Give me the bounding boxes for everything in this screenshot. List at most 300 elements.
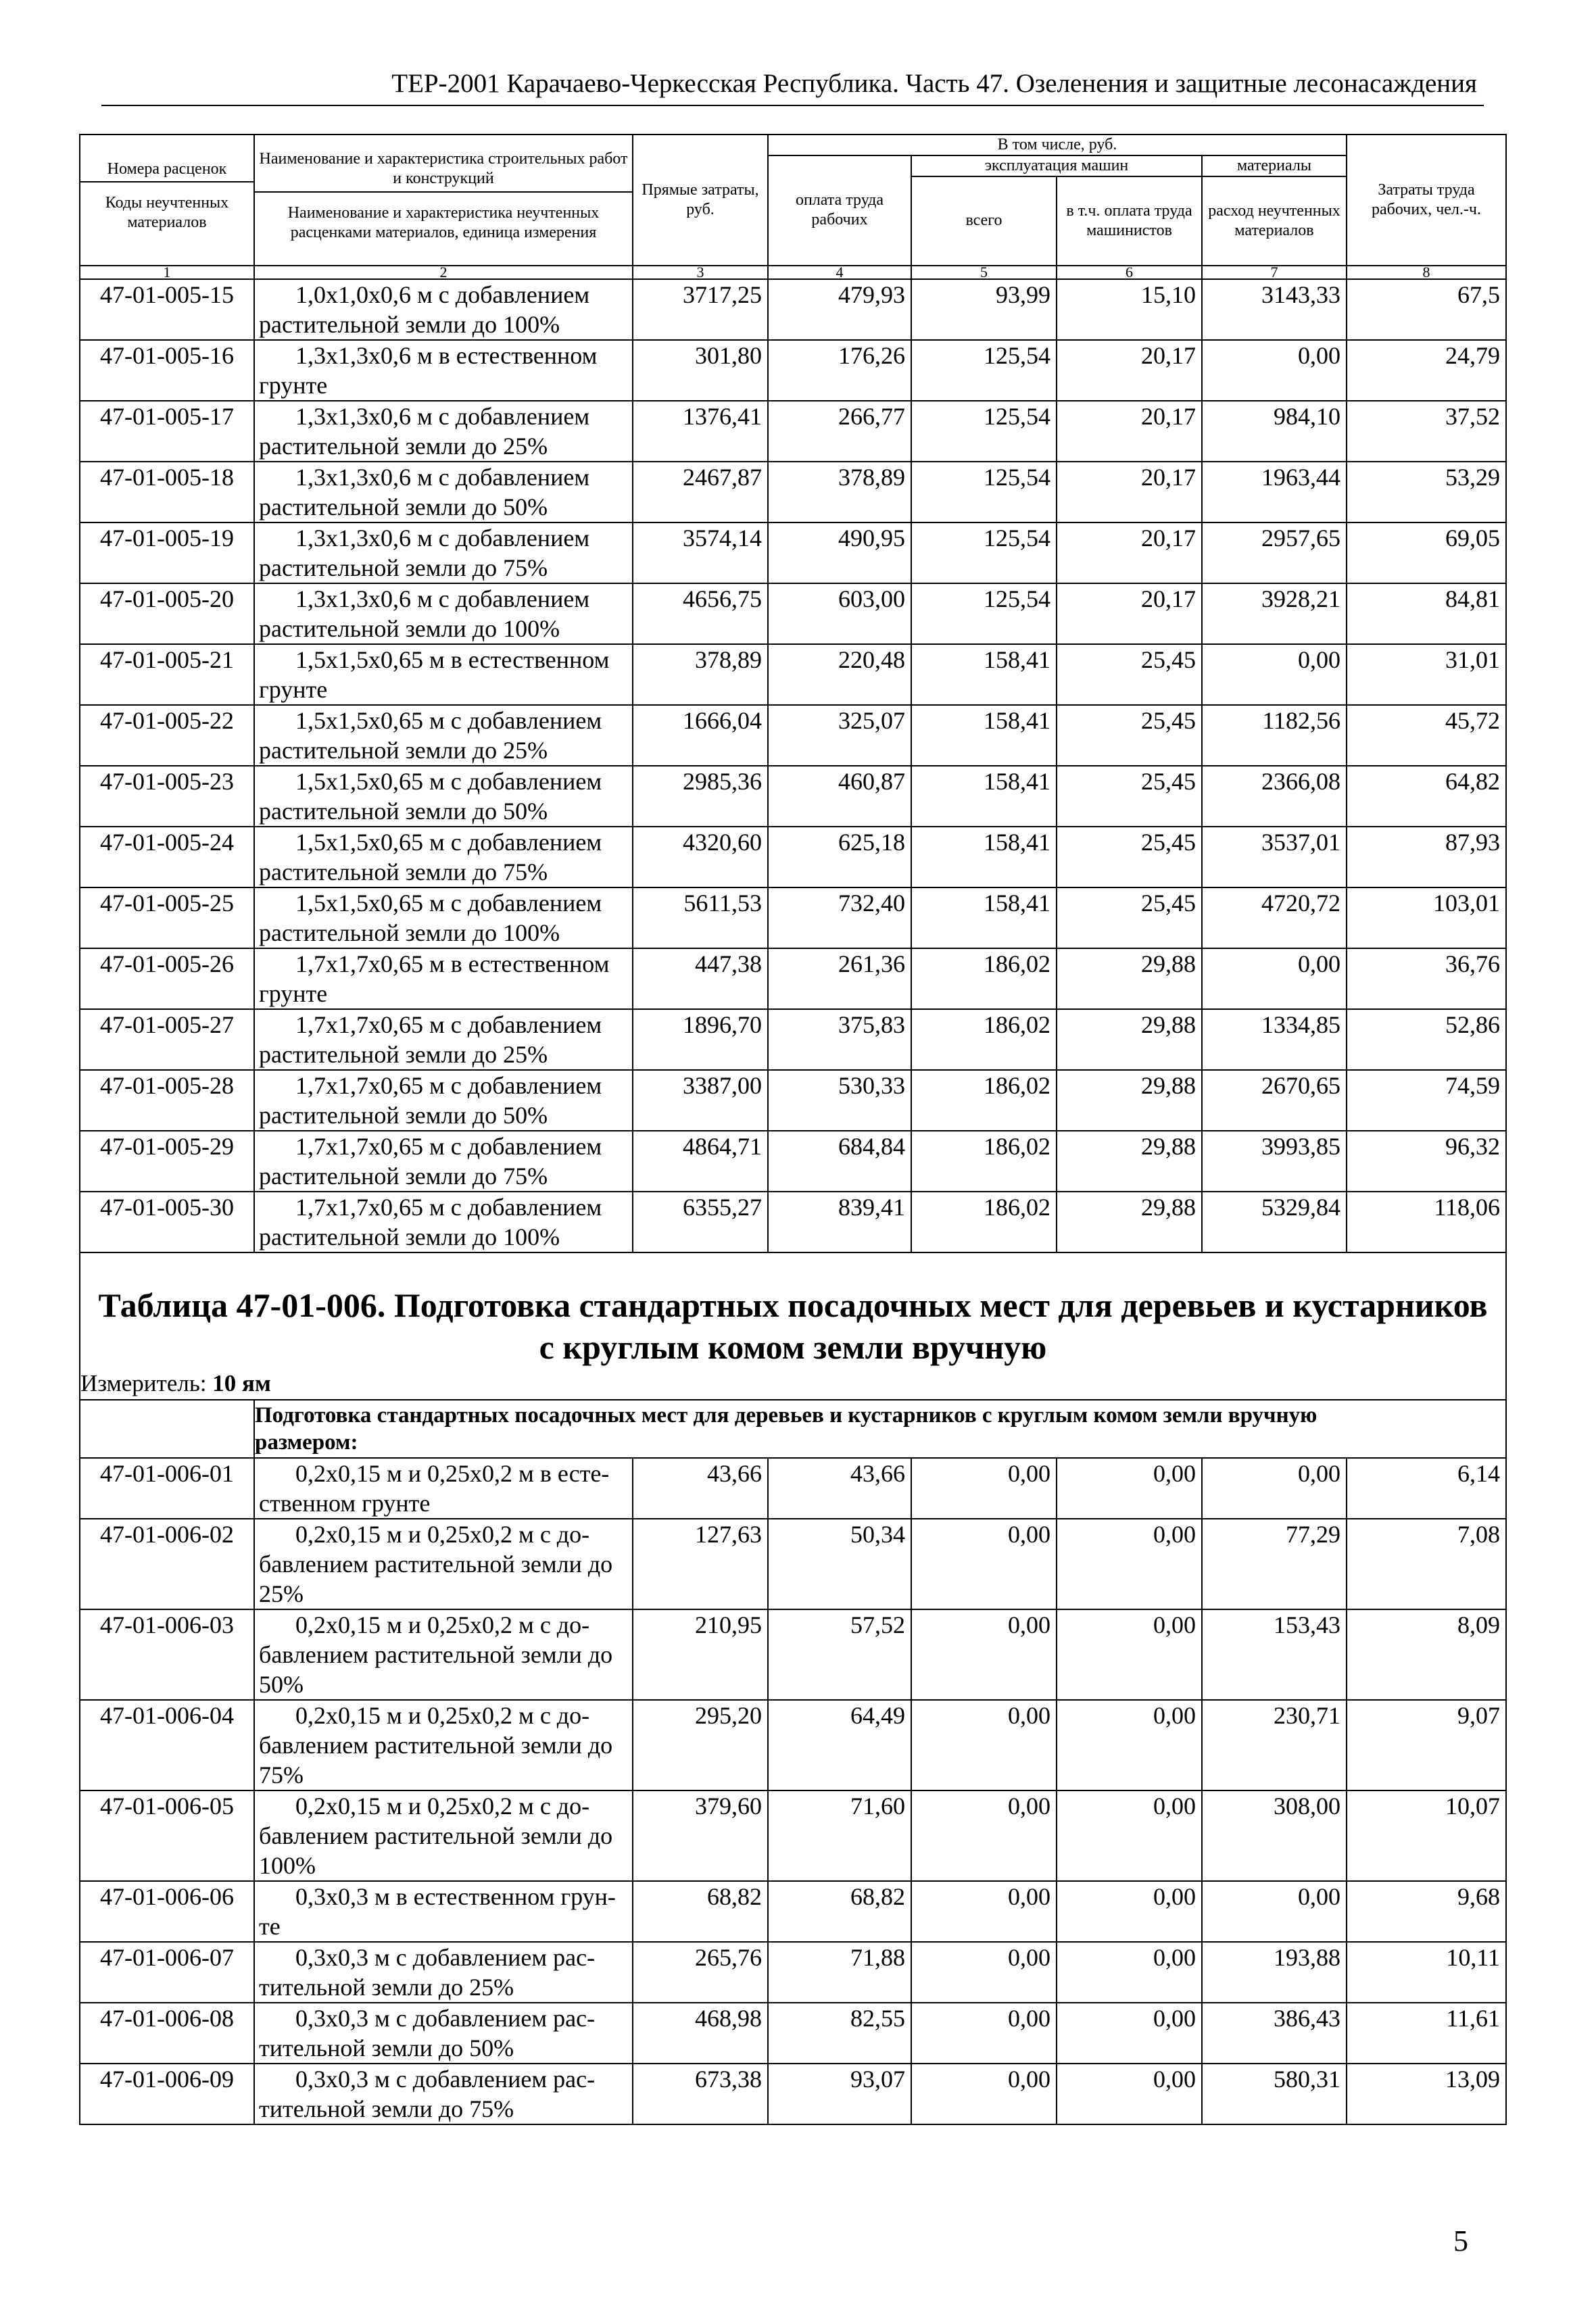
labor-hours: 84,81 <box>1347 583 1506 644</box>
rate-code: 47-01-006-09 <box>80 2064 254 2124</box>
direct-costs: 2985,36 <box>633 766 768 827</box>
worker-pay: 50,34 <box>768 1519 911 1609</box>
work-description <box>254 948 633 1009</box>
machines-total: 158,41 <box>911 887 1057 948</box>
header-operator-pay: в т.ч. оплата труда машинистов <box>1057 176 1202 266</box>
table-row <box>80 1790 1506 1881</box>
labor-hours: 74,59 <box>1347 1070 1506 1131</box>
machines-total: 0,00 <box>911 2003 1057 2064</box>
direct-costs: 1896,70 <box>633 1009 768 1070</box>
worker-pay: 71,88 <box>768 1942 911 2003</box>
operator-pay: 20,17 <box>1057 340 1202 401</box>
materials-cost: 77,29 <box>1202 1519 1347 1609</box>
operator-pay: 29,88 <box>1057 1192 1202 1252</box>
worker-pay: 68,82 <box>768 1881 911 1942</box>
table-header-row <box>80 135 1506 155</box>
machines-total: 125,54 <box>911 340 1057 401</box>
description-line: растительной земли до 75% <box>259 1162 548 1190</box>
table-row <box>80 766 1506 827</box>
table-row <box>80 1009 1506 1070</box>
work-description <box>254 766 633 827</box>
description-line: 1,7х1,7х0,65 м с добавлением <box>295 1132 602 1160</box>
rate-code: 47-01-005-19 <box>80 522 254 583</box>
materials-cost: 230,71 <box>1202 1700 1347 1790</box>
machines-total: 125,54 <box>911 462 1057 522</box>
materials-cost: 193,88 <box>1202 1942 1347 2003</box>
machines-total: 158,41 <box>911 644 1057 705</box>
work-description <box>254 1790 633 1881</box>
table-row <box>80 401 1506 462</box>
labor-hours: 7,08 <box>1347 1519 1506 1609</box>
rate-code: 47-01-005-24 <box>80 827 254 887</box>
rate-code: 47-01-006-06 <box>80 1881 254 1942</box>
machines-total: 0,00 <box>911 2064 1057 2124</box>
worker-pay: 57,52 <box>768 1609 911 1700</box>
table-row <box>80 1942 1506 2003</box>
header-col2 <box>254 135 633 266</box>
work-description <box>254 1519 633 1609</box>
col-number: 7 <box>1202 266 1347 279</box>
worker-pay: 839,41 <box>768 1192 911 1252</box>
table-row <box>80 1458 1506 1519</box>
work-description <box>254 2003 633 2064</box>
work-description <box>254 583 633 644</box>
labor-hours: 37,52 <box>1347 401 1506 462</box>
operator-pay: 20,17 <box>1057 522 1202 583</box>
materials-cost: 0,00 <box>1202 1881 1347 1942</box>
table-row <box>80 522 1506 583</box>
machines-total: 0,00 <box>911 1700 1057 1790</box>
description-line: 100% <box>259 1851 316 1879</box>
machines-total: 158,41 <box>911 827 1057 887</box>
rate-code: 47-01-005-29 <box>80 1131 254 1192</box>
rate-code: 47-01-006-03 <box>80 1609 254 1700</box>
description-line: 1,3х1,3х0,6 м с добавлением <box>295 585 590 612</box>
col-number: 8 <box>1347 266 1506 279</box>
direct-costs: 3574,14 <box>633 522 768 583</box>
column-number-row <box>80 266 1506 279</box>
materials-cost: 386,43 <box>1202 2003 1347 2064</box>
work-description <box>254 1609 633 1700</box>
direct-costs: 265,76 <box>633 1942 768 2003</box>
description-line: 1,5х1,5х0,65 м с добавлением <box>295 828 602 856</box>
rate-code: 47-01-005-22 <box>80 705 254 766</box>
machines-total: 0,00 <box>911 1458 1057 1519</box>
work-description <box>254 705 633 766</box>
materials-cost: 1963,44 <box>1202 462 1347 522</box>
worker-pay: 64,49 <box>768 1700 911 1790</box>
direct-costs: 2467,87 <box>633 462 768 522</box>
operator-pay: 0,00 <box>1057 2003 1202 2064</box>
worker-pay: 325,07 <box>768 705 911 766</box>
rate-code: 47-01-005-15 <box>80 279 254 340</box>
section-heading-line2: размером: <box>255 1430 358 1455</box>
header-worker-pay: оплата труда рабочих <box>768 155 911 266</box>
rate-code: 47-01-005-20 <box>80 583 254 644</box>
machines-total: 158,41 <box>911 766 1057 827</box>
description-line: 0,3х0,3 м в естественном грун- <box>295 1882 616 1910</box>
labor-hours: 67,5 <box>1347 279 1506 340</box>
direct-costs: 3717,25 <box>633 279 768 340</box>
table-row <box>80 1609 1506 1700</box>
table-row <box>80 948 1506 1009</box>
operator-pay: 0,00 <box>1057 1700 1202 1790</box>
direct-costs: 468,98 <box>633 2003 768 2064</box>
materials-cost: 0,00 <box>1202 644 1347 705</box>
description-line: 1,5х1,5х0,65 м с добавлением <box>295 889 602 917</box>
description-line: 1,3х1,3х0,6 м с добавлением <box>295 402 590 430</box>
table-row <box>80 887 1506 948</box>
description-line: 0,2х0,15 м и 0,25х0,2 м с до- <box>295 1792 590 1820</box>
machines-total: 186,02 <box>911 1009 1057 1070</box>
description-line: 50% <box>259 1670 304 1698</box>
machines-total: 125,54 <box>911 401 1057 462</box>
operator-pay: 20,17 <box>1057 401 1202 462</box>
machines-total: 93,99 <box>911 279 1057 340</box>
materials-cost: 0,00 <box>1202 948 1347 1009</box>
meter-line <box>80 1368 1506 1400</box>
labor-hours: 9,68 <box>1347 1881 1506 1942</box>
description-line: 1,0х1,0х0,6 м с добавлением <box>295 281 590 308</box>
labor-hours: 8,09 <box>1347 1609 1506 1700</box>
machines-total: 186,02 <box>911 1192 1057 1252</box>
direct-costs: 301,80 <box>633 340 768 401</box>
rate-code: 47-01-005-28 <box>80 1070 254 1131</box>
materials-cost: 1334,85 <box>1202 1009 1347 1070</box>
description-line: бавлением растительной земли до <box>259 1640 613 1668</box>
meter-label: Измеритель: <box>80 1369 213 1396</box>
header-col1 <box>80 135 254 266</box>
operator-pay: 25,45 <box>1057 644 1202 705</box>
header-machines: эксплуатация машин <box>911 155 1202 176</box>
machines-total: 186,02 <box>911 1070 1057 1131</box>
table-row <box>80 827 1506 887</box>
machines-total: 158,41 <box>911 705 1057 766</box>
materials-cost: 984,10 <box>1202 401 1347 462</box>
section-heading <box>254 1400 1506 1458</box>
operator-pay: 0,00 <box>1057 1881 1202 1942</box>
col-number: 5 <box>911 266 1057 279</box>
table-row <box>80 1519 1506 1609</box>
machines-total: 125,54 <box>911 522 1057 583</box>
rate-code: 47-01-005-27 <box>80 1009 254 1070</box>
machines-total: 0,00 <box>911 1881 1057 1942</box>
description-line: растительной земли до 25% <box>259 432 548 460</box>
rate-code: 47-01-006-07 <box>80 1942 254 2003</box>
materials-cost: 3537,01 <box>1202 827 1347 887</box>
table-006-title-line2: с круглым комом земли вручную <box>539 1327 1047 1366</box>
machines-total: 0,00 <box>911 1519 1057 1609</box>
description-line: грунте <box>259 371 328 399</box>
table-row <box>80 2003 1506 2064</box>
worker-pay: 375,83 <box>768 1009 911 1070</box>
rate-code: 47-01-005-23 <box>80 766 254 827</box>
description-line: 1,5х1,5х0,65 м в естественном <box>295 645 610 673</box>
description-line: растительной земли до 75% <box>259 858 548 885</box>
materials-cost: 153,43 <box>1202 1609 1347 1700</box>
work-description <box>254 1700 633 1790</box>
labor-hours: 24,79 <box>1347 340 1506 401</box>
description-line: растительной земли до 75% <box>259 554 548 581</box>
header-direct-costs: Прямые затраты, руб. <box>633 135 768 266</box>
machines-total: 186,02 <box>911 1131 1057 1192</box>
labor-hours: 52,86 <box>1347 1009 1506 1070</box>
direct-costs: 447,38 <box>633 948 768 1009</box>
table-006-title <box>80 1284 1506 1368</box>
direct-costs: 1376,41 <box>633 401 768 462</box>
rate-code: 47-01-005-25 <box>80 887 254 948</box>
table-006-block <box>80 1252 1506 1458</box>
rate-code: 47-01-005-16 <box>80 340 254 401</box>
operator-pay: 25,45 <box>1057 705 1202 766</box>
rate-code: 47-01-005-18 <box>80 462 254 522</box>
table-row <box>80 340 1506 401</box>
materials-cost: 3143,33 <box>1202 279 1347 340</box>
labor-hours: 45,72 <box>1347 705 1506 766</box>
description-line: тительной земли до 75% <box>259 2095 514 2122</box>
description-line: 1,7х1,7х0,65 м с добавлением <box>295 1010 602 1038</box>
materials-cost: 3928,21 <box>1202 583 1347 644</box>
table-row <box>80 1131 1506 1192</box>
work-description <box>254 1070 633 1131</box>
materials-cost: 0,00 <box>1202 1458 1347 1519</box>
worker-pay: 43,66 <box>768 1458 911 1519</box>
description-line: бавлением растительной земли до <box>259 1731 613 1759</box>
work-description <box>254 1942 633 2003</box>
direct-costs: 4656,75 <box>633 583 768 644</box>
worker-pay: 266,77 <box>768 401 911 462</box>
labor-hours: 118,06 <box>1347 1192 1506 1252</box>
col-number: 2 <box>254 266 633 279</box>
table-row <box>80 1881 1506 1942</box>
direct-costs: 127,63 <box>633 1519 768 1609</box>
rate-code: 47-01-006-05 <box>80 1790 254 1881</box>
materials-cost: 5329,84 <box>1202 1192 1347 1252</box>
worker-pay: 684,84 <box>768 1131 911 1192</box>
labor-hours: 6,14 <box>1347 1458 1506 1519</box>
description-line: 1,7х1,7х0,65 м с добавлением <box>295 1193 602 1221</box>
machines-total: 0,00 <box>911 1609 1057 1700</box>
materials-cost: 2366,08 <box>1202 766 1347 827</box>
materials-cost: 2670,65 <box>1202 1070 1347 1131</box>
labor-hours: 96,32 <box>1347 1131 1506 1192</box>
description-line: 1,7х1,7х0,65 м с добавлением <box>295 1071 602 1099</box>
work-description <box>254 1192 633 1252</box>
description-line: 0,2х0,15 м и 0,25х0,2 м с до- <box>295 1701 590 1729</box>
machines-total: 125,54 <box>911 583 1057 644</box>
machines-total: 186,02 <box>911 948 1057 1009</box>
work-description <box>254 1009 633 1070</box>
operator-pay: 0,00 <box>1057 1942 1202 2003</box>
work-description <box>254 1458 633 1519</box>
worker-pay: 93,07 <box>768 2064 911 2124</box>
labor-hours: 11,61 <box>1347 2003 1506 2064</box>
direct-costs: 1666,04 <box>633 705 768 766</box>
work-description <box>254 462 633 522</box>
work-description <box>254 1881 633 1942</box>
worker-pay: 625,18 <box>768 827 911 887</box>
description-line: растительной земли до 50% <box>259 1101 548 1129</box>
direct-costs: 6355,27 <box>633 1192 768 1252</box>
labor-hours: 64,82 <box>1347 766 1506 827</box>
rate-code: 47-01-006-04 <box>80 1700 254 1790</box>
description-line: тительной земли до 50% <box>259 2034 514 2062</box>
table-row <box>80 462 1506 522</box>
labor-hours: 13,09 <box>1347 2064 1506 2124</box>
operator-pay: 0,00 <box>1057 1519 1202 1609</box>
rate-code: 47-01-006-08 <box>80 2003 254 2064</box>
labor-hours: 9,07 <box>1347 1700 1506 1790</box>
direct-costs: 68,82 <box>633 1881 768 1942</box>
direct-costs: 295,20 <box>633 1700 768 1790</box>
page-number: 5 <box>1453 2224 1468 2258</box>
rows-005 <box>80 279 1506 1252</box>
header-materials: материалы <box>1202 155 1347 176</box>
header-unaccounted-materials: расход неучтенных материалов <box>1202 176 1347 266</box>
materials-cost: 3993,85 <box>1202 1131 1347 1192</box>
labor-hours: 87,93 <box>1347 827 1506 887</box>
work-description <box>254 401 633 462</box>
worker-pay: 603,00 <box>768 583 911 644</box>
table-row <box>80 279 1506 340</box>
description-line: грунте <box>259 979 328 1007</box>
direct-costs: 4864,71 <box>633 1131 768 1192</box>
header-col2-top: Наименование и характеристика строительных работ и конструкций <box>255 147 632 193</box>
materials-cost: 0,00 <box>1202 340 1347 401</box>
rows-006 <box>80 1458 1506 2124</box>
work-description <box>254 887 633 948</box>
operator-pay: 0,00 <box>1057 1458 1202 1519</box>
materials-cost: 1182,56 <box>1202 705 1347 766</box>
worker-pay: 460,87 <box>768 766 911 827</box>
labor-hours: 53,29 <box>1347 462 1506 522</box>
description-line: 75% <box>259 1761 304 1788</box>
table-row <box>80 1700 1506 1790</box>
description-line: 1,5х1,5х0,65 м с добавлением <box>295 767 602 795</box>
labor-hours: 103,01 <box>1347 887 1506 948</box>
operator-pay: 29,88 <box>1057 1070 1202 1131</box>
table-row <box>80 644 1506 705</box>
description-line: те <box>259 1912 281 1940</box>
table-row <box>80 1192 1506 1252</box>
worker-pay: 220,48 <box>768 644 911 705</box>
direct-costs: 5611,53 <box>633 887 768 948</box>
rate-code: 47-01-005-30 <box>80 1192 254 1252</box>
operator-pay: 0,00 <box>1057 2064 1202 2124</box>
price-table <box>79 134 1507 2125</box>
header-incl: В том числе, руб. <box>768 135 1347 155</box>
table-row <box>80 2064 1506 2124</box>
direct-costs: 379,60 <box>633 1790 768 1881</box>
worker-pay: 71,60 <box>768 1790 911 1881</box>
description-line: растительной земли до 100% <box>259 1223 560 1250</box>
operator-pay: 0,00 <box>1057 1609 1202 1700</box>
header-machines-total: всего <box>911 176 1057 266</box>
description-line: 0,3х0,3 м с добавлением рас- <box>295 2065 596 2093</box>
operator-pay: 15,10 <box>1057 279 1202 340</box>
materials-cost: 2957,65 <box>1202 522 1347 583</box>
description-line: 25% <box>259 1580 304 1607</box>
description-line: 1,7х1,7х0,65 м в естественном <box>295 950 610 977</box>
direct-costs: 210,95 <box>633 1609 768 1700</box>
materials-cost: 580,31 <box>1202 2064 1347 2124</box>
worker-pay: 378,89 <box>768 462 911 522</box>
operator-pay: 20,17 <box>1057 583 1202 644</box>
operator-pay: 25,45 <box>1057 827 1202 887</box>
materials-cost: 308,00 <box>1202 1790 1347 1881</box>
work-description <box>254 340 633 401</box>
work-description <box>254 279 633 340</box>
operator-pay: 29,88 <box>1057 948 1202 1009</box>
header-col1-bottom: Коды неучтенных материалов <box>105 194 229 232</box>
description-line: 1,5х1,5х0,65 м с добавлением <box>295 706 602 734</box>
worker-pay: 530,33 <box>768 1070 911 1131</box>
worker-pay: 732,40 <box>768 887 911 948</box>
description-line: 0,2х0,15 м и 0,25х0,2 м с до- <box>295 1611 590 1638</box>
meter-value: 10 ям <box>212 1369 271 1396</box>
description-line: 1,3х1,3х0,6 м в естественном <box>295 341 598 369</box>
worker-pay: 490,95 <box>768 522 911 583</box>
work-description <box>254 2064 633 2124</box>
description-line: грунте <box>259 675 328 703</box>
direct-costs: 3387,00 <box>633 1070 768 1131</box>
machines-total: 0,00 <box>911 1942 1057 2003</box>
labor-hours: 69,05 <box>1347 522 1506 583</box>
direct-costs: 43,66 <box>633 1458 768 1519</box>
rate-code: 47-01-006-01 <box>80 1458 254 1519</box>
table-row <box>80 1070 1506 1131</box>
header-col1-top: Номера расценок <box>80 157 253 183</box>
description-line: растительной земли до 100% <box>259 310 560 338</box>
col-number: 6 <box>1057 266 1202 279</box>
rate-code: 47-01-005-26 <box>80 948 254 1009</box>
page-header: ТЕР-2001 Карачаево-Черкесская Республика. Часть 47. Озеленения и защитные лесонасаждения <box>101 64 1484 106</box>
worker-pay: 479,93 <box>768 279 911 340</box>
machines-total: 0,00 <box>911 1790 1057 1881</box>
operator-pay: 25,45 <box>1057 887 1202 948</box>
work-description <box>254 827 633 887</box>
work-description <box>254 1131 633 1192</box>
table-row <box>80 705 1506 766</box>
operator-pay: 29,88 <box>1057 1131 1202 1192</box>
description-line: растительной земли до 100% <box>259 919 560 946</box>
section-heading-line1: Подготовка стандартных посадочных мест для деревьев и кустарников с круглым комом земли вручную <box>255 1403 1317 1428</box>
table-row <box>80 583 1506 644</box>
direct-costs: 378,89 <box>633 644 768 705</box>
description-line: 0,3х0,3 м с добавлением рас- <box>295 1943 596 1971</box>
description-line: 0,3х0,3 м с добавлением рас- <box>295 2004 596 2032</box>
operator-pay: 20,17 <box>1057 462 1202 522</box>
description-line: тительной земли до 25% <box>259 1973 514 2001</box>
description-line: растительной земли до 25% <box>259 736 548 764</box>
rate-code: 47-01-005-17 <box>80 401 254 462</box>
materials-cost: 4720,72 <box>1202 887 1347 948</box>
operator-pay: 29,88 <box>1057 1009 1202 1070</box>
description-line: растительной земли до 50% <box>259 797 548 825</box>
header-labor-hours: Затраты труда рабочих, чел.-ч. <box>1347 135 1506 266</box>
worker-pay: 176,26 <box>768 340 911 401</box>
labor-hours: 31,01 <box>1347 644 1506 705</box>
labor-hours: 10,11 <box>1347 1942 1506 2003</box>
description-line: 0,2х0,15 м и 0,25х0,2 м с до- <box>295 1520 590 1548</box>
table-006-title-line1: Таблица 47-01-006. Подготовка стандартных посадочных мест для деревьев и кустарников <box>98 1286 1488 1324</box>
direct-costs: 673,38 <box>633 2064 768 2124</box>
col-number: 1 <box>80 266 254 279</box>
worker-pay: 261,36 <box>768 948 911 1009</box>
labor-hours: 10,07 <box>1347 1790 1506 1881</box>
rate-code: 47-01-006-02 <box>80 1519 254 1609</box>
operator-pay: 0,00 <box>1057 1790 1202 1881</box>
